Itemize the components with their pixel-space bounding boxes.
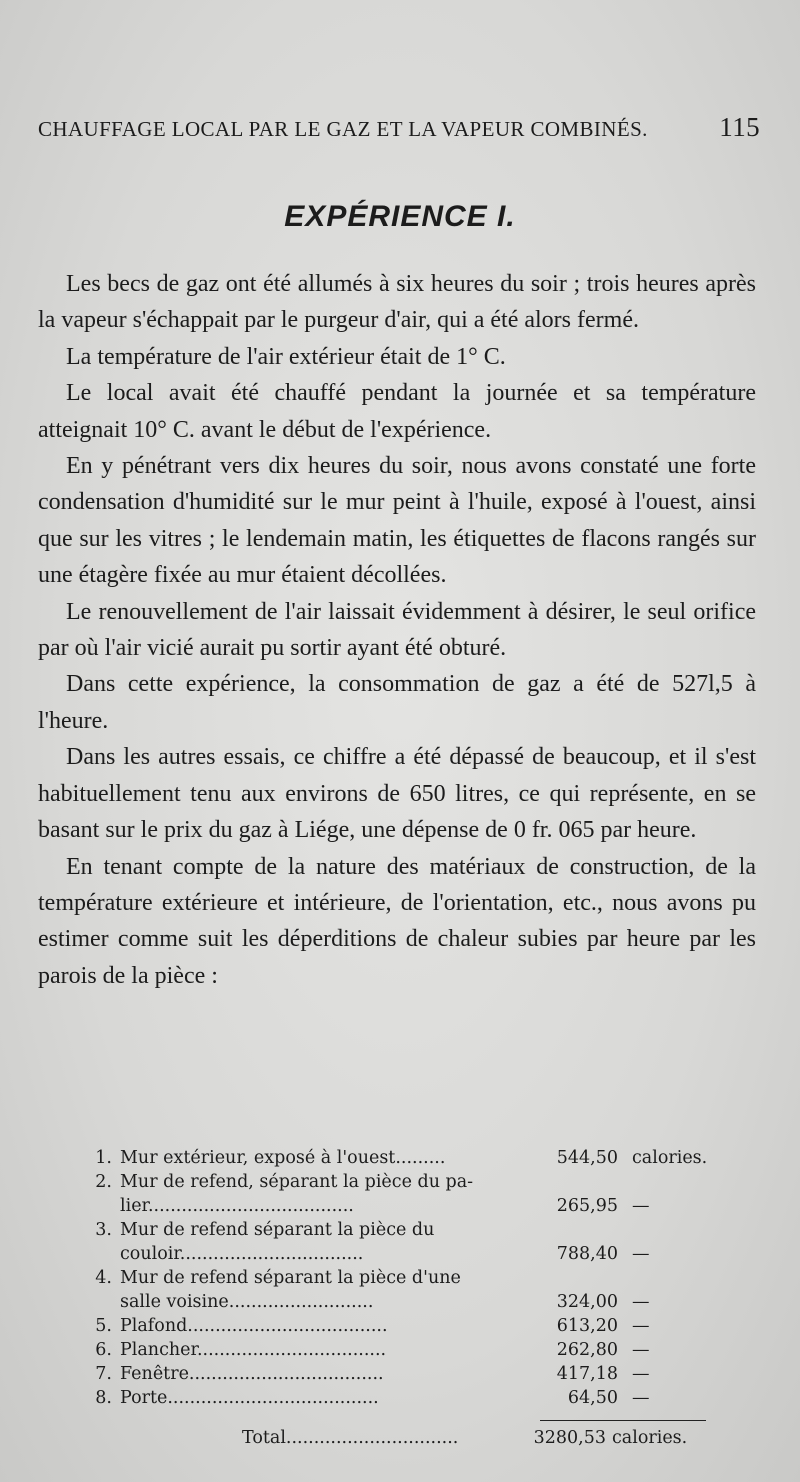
row-number: 3. bbox=[95, 1220, 112, 1240]
row-label-continued: lier..................................... bbox=[120, 1196, 354, 1216]
total-label: Total............................... bbox=[242, 1428, 459, 1448]
row-number: 2. bbox=[95, 1172, 112, 1192]
row-label: Plancher.................................. bbox=[120, 1340, 387, 1360]
row-number: 8. bbox=[95, 1388, 112, 1408]
row-label: Mur de refend séparant la pièce d'une bbox=[120, 1268, 461, 1288]
row-value: 262,80 bbox=[556, 1340, 618, 1360]
table-row bbox=[82, 1170, 722, 1218]
row-value: 544,50 bbox=[556, 1148, 618, 1168]
row-unit: — bbox=[632, 1292, 650, 1312]
row-value: 417,18 bbox=[556, 1364, 618, 1384]
table-row bbox=[82, 1146, 722, 1170]
paragraph: La température de l'air extérieur était de 1° C. bbox=[66, 343, 506, 370]
table-row bbox=[82, 1314, 722, 1338]
row-label-continued: couloir................................. bbox=[120, 1244, 364, 1264]
table-row bbox=[82, 1266, 722, 1314]
running-head bbox=[38, 112, 760, 143]
row-value: 324,00 bbox=[556, 1292, 618, 1312]
total-value: 3280,53 bbox=[533, 1428, 606, 1448]
paragraph: Dans les autres essais, ce chiffre a été dépassé de beaucoup, et il s'est habituellement tenu aux environs de 650 litres, ce qui représente, en se basant sur le prix du gaz à Liége, une dépense de 0 fr. 065 par heure. bbox=[38, 744, 756, 844]
paragraph: En tenant compte de la nature des matériaux de construction, de la température extérieure et intérieure, de l'orientation, etc., nous avons pu estimer comme suit les déperditions de chaleur subies par heure par les parois de la pièce : bbox=[38, 853, 756, 989]
paragraph: Dans cette expérience, la consommation de gaz a été de 527l,5 à l'heure. bbox=[38, 671, 756, 734]
row-number: 5. bbox=[95, 1316, 112, 1336]
row-value: 788,40 bbox=[556, 1244, 618, 1264]
row-number: 1. bbox=[95, 1148, 112, 1168]
heat-loss-table bbox=[82, 1146, 722, 1451]
paragraph: En y pénétrant vers dix heures du soir, nous avons constaté une forte condensation d'humidité sur le mur peint à l'huile, exposé à l'ouest, ainsi que sur les vitres ; le lendemain matin, les étiquettes de flacons rangés sur une étagère fixée au mur étaient décollées. bbox=[38, 453, 756, 589]
row-unit: calories. bbox=[632, 1148, 708, 1168]
table-row bbox=[82, 1338, 722, 1362]
total-rule bbox=[540, 1420, 706, 1421]
paragraph: Le renouvellement de l'air laissait évidemment à désirer, le seul orifice par où l'air vicié aurait pu sortir ayant été obturé. bbox=[38, 598, 756, 662]
paragraph: Les becs de gaz ont été allumés à six heures du soir ; trois heures après la vapeur s'échappait par le purgeur d'air, qui a été alors fermé. bbox=[38, 271, 756, 334]
row-unit: — bbox=[632, 1340, 650, 1360]
row-value: 265,95 bbox=[556, 1196, 618, 1216]
paragraph: Le local avait été chauffé pendant la journée et sa température atteignait 10° C. avant le début de l'expérience. bbox=[38, 380, 756, 443]
row-label: Plafond.................................... bbox=[120, 1316, 388, 1336]
body-text bbox=[38, 266, 756, 994]
page-number: 115 bbox=[719, 112, 760, 142]
row-unit: — bbox=[632, 1364, 650, 1384]
row-label: Porte...................................... bbox=[120, 1388, 379, 1408]
table-row bbox=[82, 1386, 722, 1410]
row-value: 613,20 bbox=[556, 1316, 618, 1336]
table-row bbox=[82, 1218, 722, 1266]
section-title: EXPÉRIENCE I. bbox=[284, 200, 516, 233]
total-unit: calories. bbox=[612, 1428, 688, 1448]
row-label: Mur de refend séparant la pièce du bbox=[120, 1220, 435, 1240]
row-unit: — bbox=[632, 1316, 650, 1336]
row-number: 4. bbox=[95, 1268, 112, 1288]
row-label: Mur extérieur, exposé à l'ouest......... bbox=[120, 1148, 446, 1168]
row-label: Mur de refend, séparant la pièce du pa- bbox=[120, 1172, 474, 1192]
row-number: 7. bbox=[95, 1364, 112, 1384]
running-title: CHAUFFAGE LOCAL PAR LE GAZ ET LA VAPEUR COMBINÉS. bbox=[38, 117, 648, 141]
row-unit: — bbox=[632, 1196, 650, 1216]
row-value: 64,50 bbox=[567, 1388, 618, 1408]
table-row bbox=[82, 1362, 722, 1386]
row-label-continued: salle voisine.......................... bbox=[120, 1292, 374, 1312]
row-number: 6. bbox=[95, 1340, 112, 1360]
row-unit: — bbox=[632, 1388, 650, 1408]
row-unit: — bbox=[632, 1244, 650, 1264]
row-label: Fenêtre................................... bbox=[120, 1364, 384, 1384]
total-row bbox=[82, 1425, 722, 1451]
